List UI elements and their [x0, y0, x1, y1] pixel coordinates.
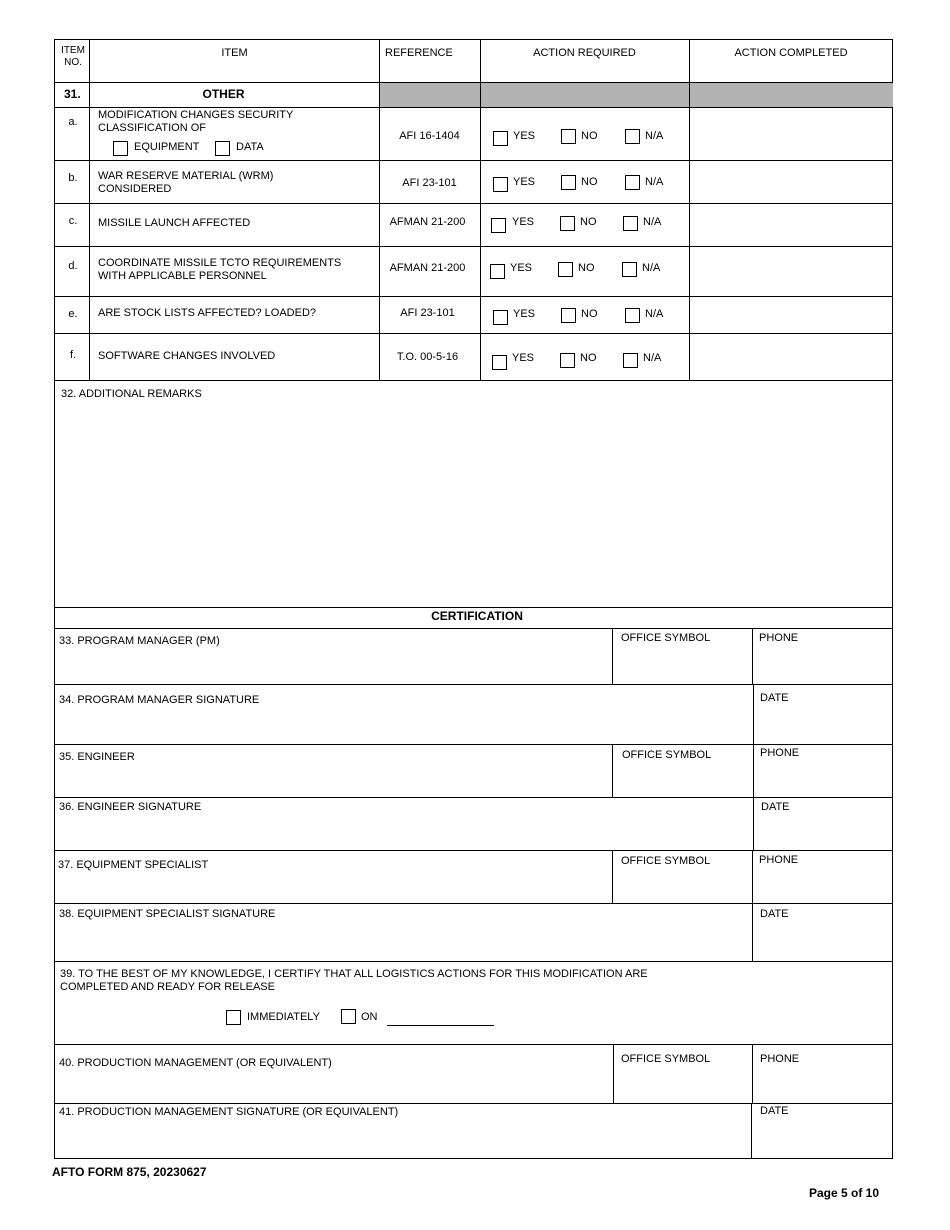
engineer-label: 35. ENGINEER — [59, 751, 135, 763]
row-reference: AFI 23-101 — [400, 307, 455, 319]
date-label: DATE — [760, 1105, 789, 1117]
no-label: NO — [578, 262, 595, 274]
row-letter: d. — [68, 260, 78, 272]
row-item-text: ARE STOCK LISTS AFFECTED? LOADED? — [98, 307, 317, 319]
row-letter: c. — [68, 215, 78, 227]
na-label: N/A — [643, 352, 662, 364]
form-identifier: AFTO FORM 875, 20230627 — [52, 1165, 207, 1179]
yes-label: YES — [513, 176, 536, 188]
na-checkbox[interactable] — [625, 175, 640, 190]
no-checkbox[interactable] — [561, 129, 576, 144]
row-item-text: MISSILE LAUNCH AFFECTED — [98, 217, 251, 229]
no-label: NO — [581, 308, 598, 320]
phone-label: PHONE — [759, 632, 799, 644]
production-management-signature-label: 41. PRODUCTION MANAGEMENT SIGNATURE (OR EQUIVALENT) — [59, 1106, 399, 1118]
date-label: DATE — [760, 692, 789, 704]
na-label: N/A — [645, 130, 664, 142]
na-checkbox[interactable] — [623, 353, 638, 368]
na-label: N/A — [645, 308, 664, 320]
na-label: N/A — [642, 262, 661, 274]
row-letter: f. — [69, 349, 77, 361]
yes-checkbox[interactable] — [492, 355, 507, 370]
program-manager-label: 33. PROGRAM MANAGER (PM) — [59, 635, 220, 647]
header-action-completed: ACTION COMPLETED — [734, 47, 848, 59]
row-item-text: SOFTWARE CHANGES INVOLVED — [98, 350, 276, 362]
yes-label: YES — [510, 262, 533, 274]
na-label: N/A — [643, 216, 662, 228]
yes-checkbox[interactable] — [493, 177, 508, 192]
data-checkbox[interactable] — [215, 141, 230, 156]
header-item-no: ITEM NO. — [61, 45, 85, 68]
yes-checkbox[interactable] — [490, 264, 505, 279]
row-item-text: COORDINATE MISSILE TCTO REQUIREMENTS WITH APPLICABLE PERSONNEL — [98, 257, 342, 282]
row-reference: AFMAN 21-200 — [389, 262, 466, 274]
no-label: NO — [581, 176, 598, 188]
office-symbol-label: OFFICE SYMBOL — [621, 855, 711, 867]
section31-number: 31. — [64, 87, 81, 101]
yes-label: YES — [512, 352, 535, 364]
no-checkbox[interactable] — [558, 262, 573, 277]
equipment-specialist-signature-label: 38. EQUIPMENT SPECIALIST SIGNATURE — [59, 908, 276, 920]
no-label: NO — [581, 130, 598, 142]
header-reference: REFERENCE — [385, 47, 453, 59]
remarks-field[interactable] — [56, 404, 891, 604]
yes-label: YES — [512, 216, 535, 228]
header-item: ITEM — [221, 47, 248, 59]
on-checkbox[interactable] — [341, 1009, 356, 1024]
equipment-checkbox[interactable] — [113, 141, 128, 156]
yes-label: YES — [513, 308, 536, 320]
row-item-text: WAR RESERVE MATERIAL (WRM) CONSIDERED — [98, 170, 274, 195]
na-checkbox[interactable] — [625, 129, 640, 144]
immediately-checkbox[interactable] — [226, 1010, 241, 1025]
yes-checkbox[interactable] — [491, 218, 506, 233]
yes-label: YES — [513, 130, 536, 142]
row-letter: e. — [68, 308, 78, 320]
phone-label: PHONE — [760, 1053, 800, 1065]
row-reference: AFI 16-1404 — [399, 130, 460, 142]
certification-title: CERTIFICATION — [431, 609, 523, 623]
date-label: DATE — [761, 801, 790, 813]
row-reference: AFMAN 21-200 — [389, 216, 466, 228]
na-checkbox[interactable] — [622, 262, 637, 277]
na-checkbox[interactable] — [625, 308, 640, 323]
na-checkbox[interactable] — [623, 216, 638, 231]
no-checkbox[interactable] — [560, 353, 575, 368]
section31-title: OTHER — [202, 87, 245, 101]
no-label: NO — [580, 352, 597, 364]
section31-shade-reference — [379, 83, 480, 107]
yes-checkbox[interactable] — [493, 131, 508, 146]
row-letter: a. — [68, 116, 78, 128]
production-management-label: 40. PRODUCTION MANAGEMENT (OR EQUIVALENT) — [59, 1057, 332, 1069]
na-label: N/A — [645, 176, 664, 188]
yes-checkbox[interactable] — [493, 310, 508, 325]
equipment-specialist-label: 37. EQUIPMENT SPECIALIST — [58, 859, 209, 871]
equipment-label: EQUIPMENT — [134, 141, 200, 153]
engineer-signature-label: 36. ENGINEER SIGNATURE — [59, 801, 202, 813]
certify-statement: 39. TO THE BEST OF MY KNOWLEDGE, I CERTIFY THAT ALL LOGISTICS ACTIONS FOR THIS MODIFICATION ARE COMPLETED AND READY FOR RELEASE — [60, 968, 648, 993]
office-symbol-label: OFFICE SYMBOL — [621, 632, 711, 644]
no-label: NO — [580, 216, 597, 228]
program-manager-signature-label: 34. PROGRAM MANAGER SIGNATURE — [59, 694, 260, 706]
row-reference: T.O. 00-5-16 — [396, 351, 459, 363]
page-number: Page 5 of 10 — [809, 1186, 880, 1200]
on-label: ON — [361, 1011, 378, 1023]
no-checkbox[interactable] — [561, 308, 576, 323]
on-date-line[interactable] — [387, 1025, 494, 1026]
no-checkbox[interactable] — [561, 175, 576, 190]
remarks-label: 32. ADDITIONAL REMARKS — [61, 388, 202, 400]
phone-label: PHONE — [759, 854, 799, 866]
phone-label: PHONE — [760, 747, 800, 759]
header-action-required: ACTION REQUIRED — [533, 47, 636, 59]
office-symbol-label: OFFICE SYMBOL — [621, 1053, 711, 1065]
no-checkbox[interactable] — [560, 216, 575, 231]
section31-shade-completed — [690, 83, 893, 107]
section31-shade-required — [481, 83, 689, 107]
row-item-text: MODIFICATION CHANGES SECURITY CLASSIFICATION OF — [98, 109, 294, 134]
date-label: DATE — [760, 908, 789, 920]
row-letter: b. — [68, 172, 78, 184]
row-reference: AFI 23-101 — [402, 177, 457, 189]
office-symbol-label: OFFICE SYMBOL — [622, 749, 712, 761]
immediately-label: IMMEDIATELY — [247, 1011, 320, 1023]
data-label: DATA — [236, 141, 264, 153]
